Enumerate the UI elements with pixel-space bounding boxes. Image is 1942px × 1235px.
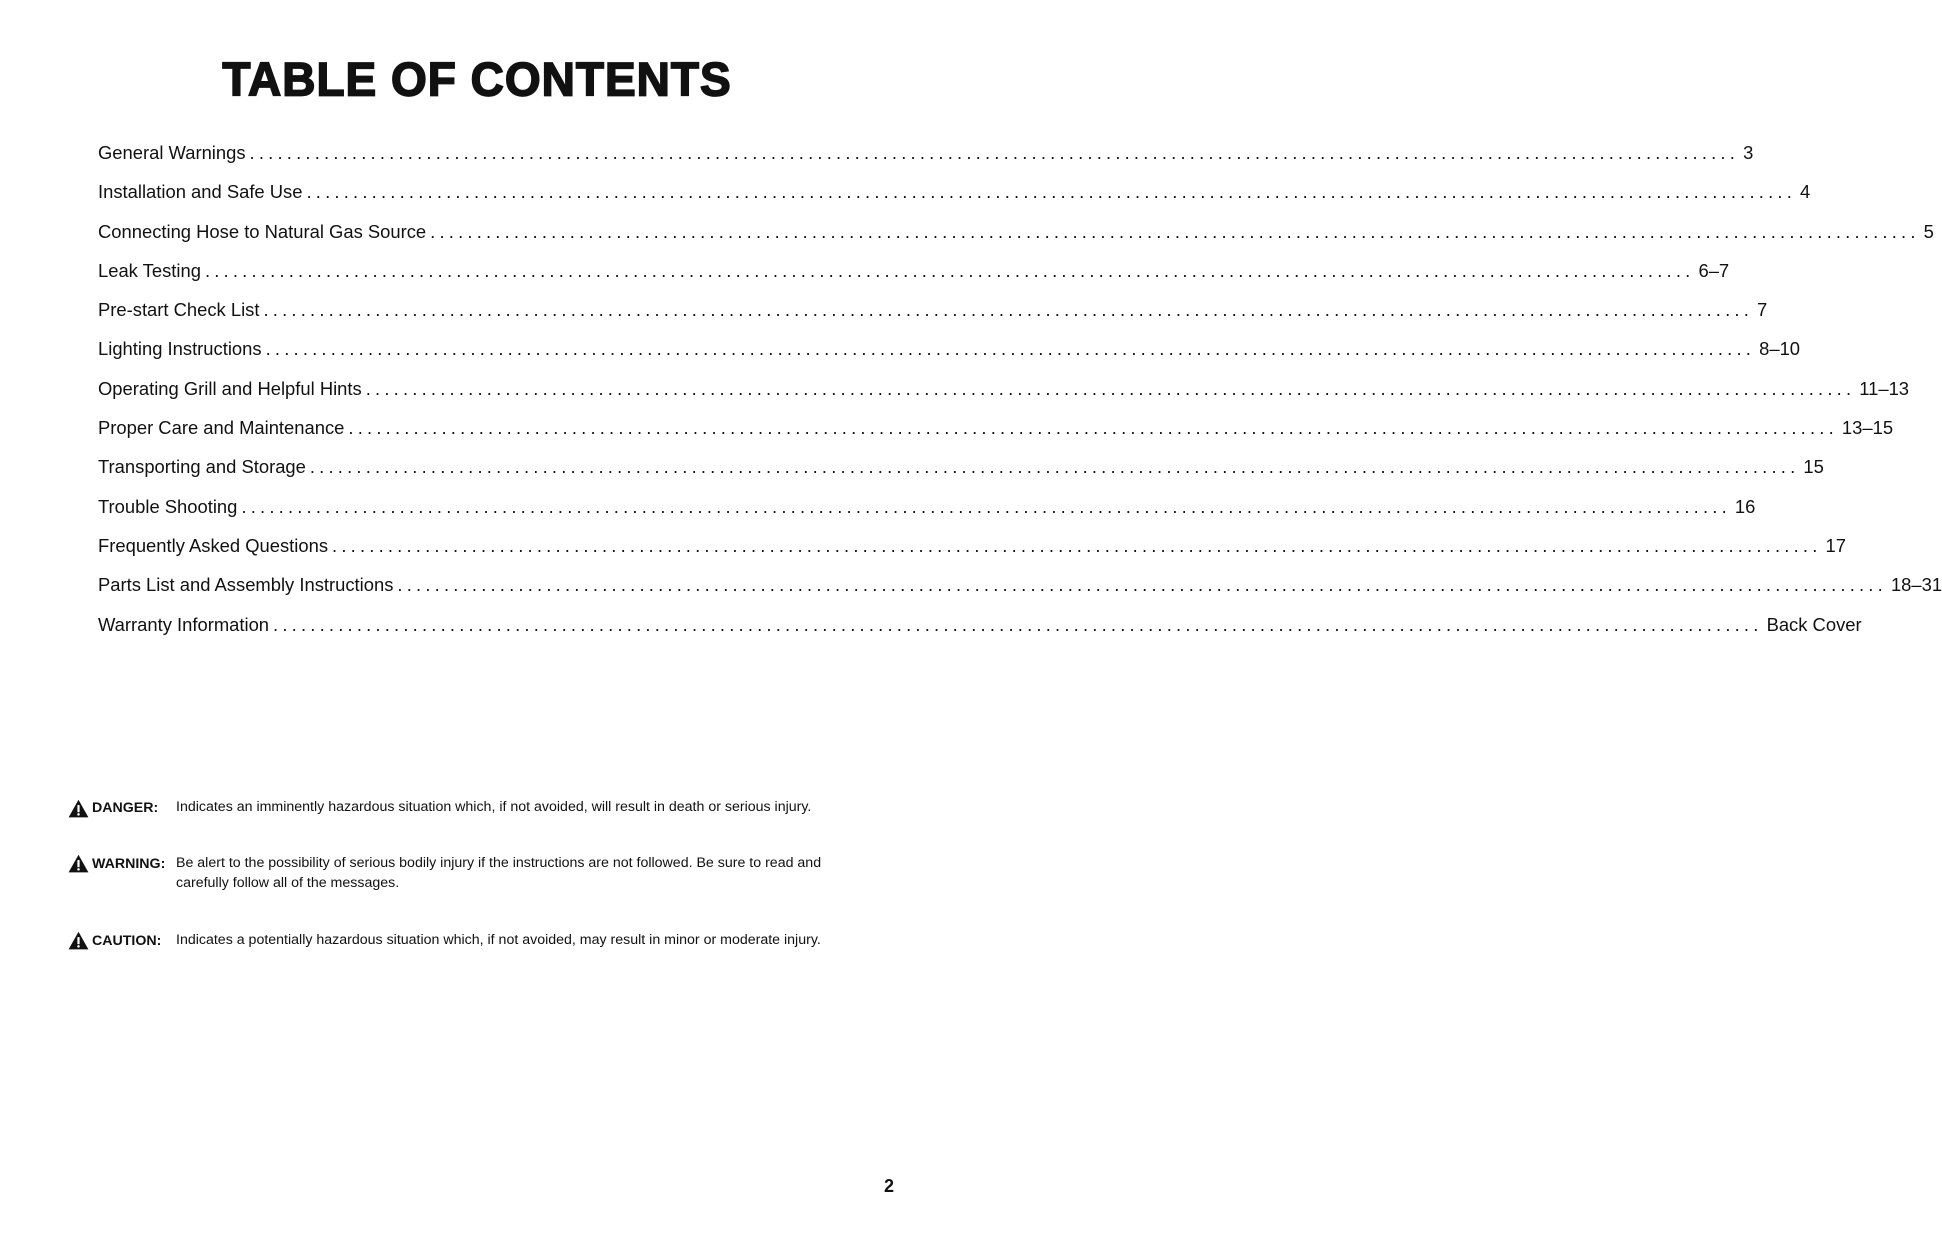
toc-entry-label: Connecting Hose to Natural Gas Source — [98, 220, 427, 242]
toc-entry-label: Pre-start Check List — [98, 299, 260, 321]
toc-leader-dots: ................................................................................................................................................................ — [265, 338, 1756, 360]
toc-entry — [98, 141, 1754, 180]
toc-entry — [98, 455, 1824, 494]
toc-entry — [98, 337, 1801, 376]
toc-entry-page: 8–10 — [1759, 338, 1801, 360]
toc-entry — [98, 416, 1894, 455]
toc-entry — [98, 573, 1942, 612]
toc-entry-page: 6–7 — [1698, 259, 1730, 281]
toc-entry-page: Back Cover — [1766, 613, 1862, 635]
toc-entry-page: 18–31 — [1890, 574, 1942, 596]
toc-entry — [98, 613, 1862, 652]
toc-leader-dots: ................................................................................................................................................................ — [348, 417, 1838, 439]
toc-leader-dots: ................................................................................................................................................................ — [273, 613, 1763, 635]
toc-entry-label: Proper Care and Maintenance — [98, 417, 345, 439]
caution-notice — [68, 930, 858, 951]
toc-leader-dots: ................................................................................................................................................................ — [263, 299, 1754, 321]
toc-entry-page: 11–13 — [1859, 377, 1910, 399]
warning-triangle-icon — [68, 931, 89, 950]
safety-notices — [68, 797, 858, 950]
toc-entry-label: Transporting and Storage — [98, 456, 306, 478]
toc-entry-page: 4 — [1800, 181, 1811, 203]
toc-entry-page: 17 — [1825, 534, 1847, 556]
toc-entry-label: Frequently Asked Questions — [98, 534, 329, 556]
warning-notice — [68, 853, 858, 894]
warning-text: Be alert to the possibility of serious bodily injury if the instructions are not followed. Be sure to read and carefully follow all of the messages. — [176, 854, 822, 891]
toc-entry — [98, 534, 1847, 573]
toc-entry-label: Operating Grill and Helpful Hints — [98, 377, 362, 399]
table-of-contents — [98, 141, 1942, 652]
toc-entry-page: 5 — [1923, 220, 1934, 242]
toc-entry-label: Trouble Shooting — [98, 495, 238, 517]
toc-entry-page: 3 — [1743, 142, 1754, 163]
toc-entry — [98, 220, 1934, 259]
toc-entry — [98, 495, 1756, 534]
toc-leader-dots: ................................................................................................................................................................ — [306, 181, 1797, 203]
toc-entry — [98, 377, 1910, 416]
toc-entry-label: Lighting Instructions — [98, 338, 262, 360]
toc-entry-page: 16 — [1734, 495, 1756, 517]
toc-leader-dots: ................................................................................................................................................................ — [430, 220, 1920, 242]
page-number: 2 — [884, 1176, 895, 1196]
toc-leader-dots: ................................................................................................................................................................ — [309, 456, 1800, 478]
warning-triangle-icon — [68, 854, 89, 873]
toc-leader-dots: ................................................................................................................................................................ — [397, 574, 1887, 596]
caution-text: Indicates a potentially hazardous situation which, if not avoided, may result in minor or moderate injury. — [176, 931, 821, 948]
warning-label: WARNING: — [92, 855, 166, 872]
toc-entry — [98, 180, 1811, 219]
toc-entry-page: 15 — [1803, 456, 1824, 478]
toc-entry-label: Warranty Information — [98, 613, 270, 635]
warning-triangle-icon — [68, 799, 89, 818]
toc-leader-dots: ................................................................................................................................................................ — [332, 534, 1822, 556]
danger-notice — [68, 797, 858, 818]
toc-entry — [98, 259, 1730, 298]
toc-leader-dots: ................................................................................................................................................................ — [249, 142, 1740, 163]
toc-leader-dots: ................................................................................................................................................................ — [204, 259, 1695, 281]
toc-entry — [98, 298, 1768, 337]
toc-leader-dots: ................................................................................................................................................................ — [365, 377, 1856, 399]
toc-entry-label: Parts List and Assembly Instructions — [98, 574, 394, 596]
toc-entry-page: 13–15 — [1841, 417, 1894, 439]
toc-leader-dots: ................................................................................................................................................................ — [241, 495, 1731, 517]
toc-entry-label: Installation and Safe Use — [98, 181, 303, 203]
toc-entry-label: Leak Testing — [98, 259, 201, 281]
danger-label: DANGER: — [92, 800, 159, 816]
caution-label: CAUTION: — [92, 932, 162, 949]
page-title: TABLE OF CONTENTS — [222, 52, 732, 106]
danger-text: Indicates an imminently hazardous situation which, if not avoided, will result in death or serious injury. — [176, 799, 812, 815]
toc-entry-page: 7 — [1757, 299, 1768, 321]
toc-entry-label: General Warnings — [98, 142, 246, 163]
